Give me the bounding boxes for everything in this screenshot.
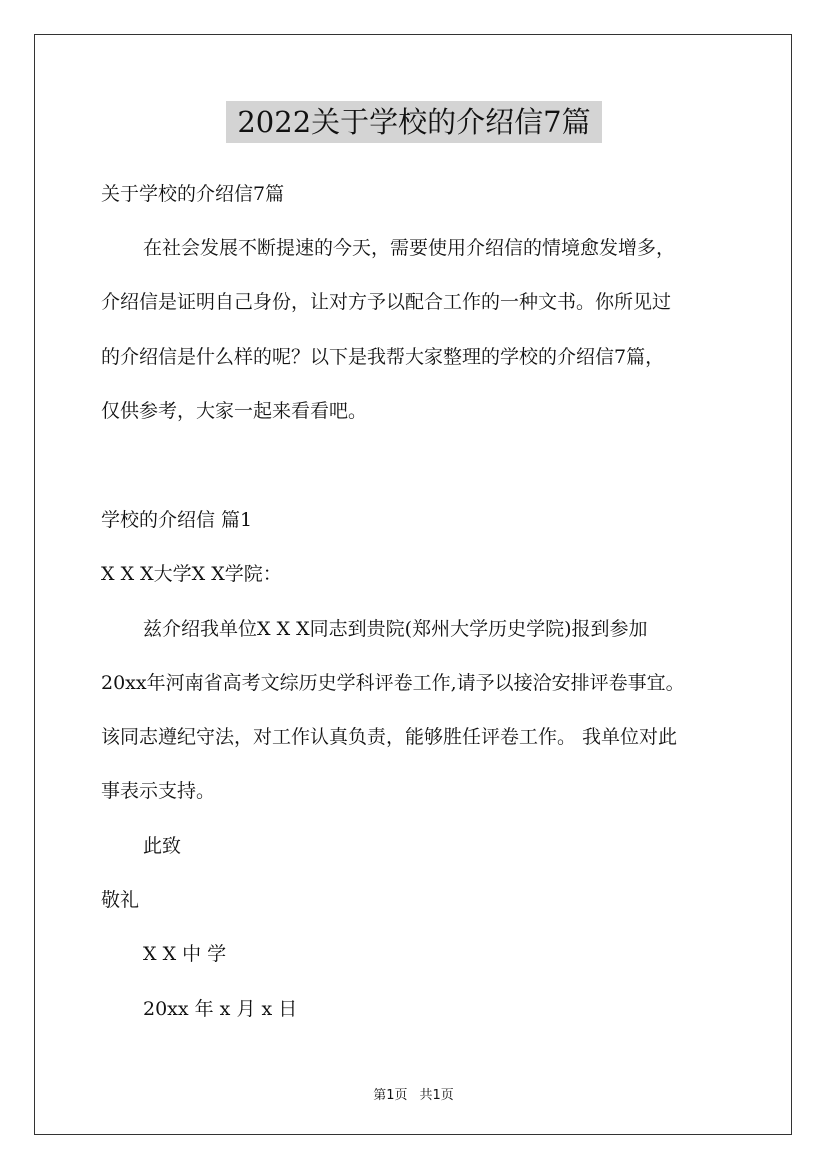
closing-jing-li: 敬礼 [101,889,140,911]
body-line-1: 兹介绍我单位X X X同志到贵院(郑州大学历史学院)报到参加 [143,618,648,640]
closing-ci-zhi: 此致 [143,835,182,857]
letter-salutation: X X X大学X X学院： [101,563,282,585]
intro-line-4: 仅供参考，大家一起来看看吧。 [101,400,368,422]
page-footer [0,1084,827,1103]
intro-line-3: 的介绍信是什么样的呢？以下是我帮大家整理的学校的介绍信7篇， [101,346,665,368]
document-subtitle: 关于学校的介绍信7篇 [101,183,285,205]
signature-school: X X 中 学 [143,943,227,965]
intro-line-2: 介绍信是证明自己身份，让对方予以配合工作的一种文书。你所见过 [101,291,672,313]
page-total: 共1页 [419,1088,454,1103]
body-line-2: 20xx年河南省高考文综历史学科评卷工作,请予以接洽安排评卷事宜。 [101,672,685,694]
intro-line-1: 在社会发展不断提速的今天，需要使用介绍信的情境愈发增多， [143,237,676,259]
section-heading: 学校的介绍信 篇1 [101,509,253,531]
body-line-4: 事表示支持。 [101,780,216,802]
body-line-3: 该同志遵纪守法，对工作认真负责，能够胜任评卷工作。 我单位对此 [101,726,678,748]
page-number: 第1页 [373,1088,408,1103]
letter-date: 20xx 年 x 月 x 日 [143,998,298,1020]
document-title: 2022关于学校的介绍信7篇 [226,101,602,143]
